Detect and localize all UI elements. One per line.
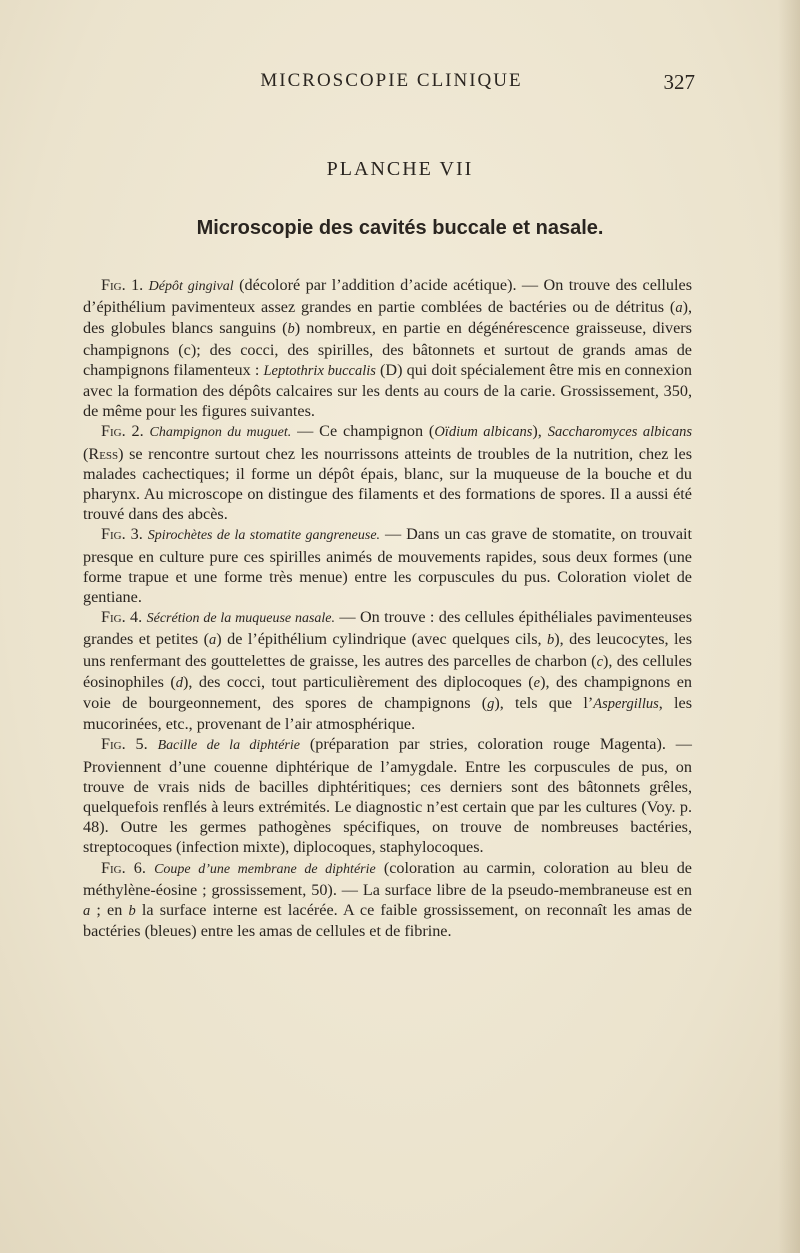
paragraph-text: — Dans un cas grave de stomatite, on trouvait presque en culture pure ces spirilles animés de mouvements rapides, sous deux formes (une forme trapue et une forme très menue) entre les corpuscules du pus. Coloration violet de gentiane.	[83, 525, 692, 607]
paragraph-text: ) de l’épithélium cylindrique (avec quelques cils,	[216, 630, 548, 649]
figure-label: Fig. 2.	[101, 422, 144, 441]
plate-heading: PLANCHE VII	[326, 158, 474, 180]
running-title: MICROSCOPIE CLINIQUE	[260, 70, 523, 91]
running-head	[88, 70, 695, 96]
paragraph-text: ), des cellules éosinophiles (	[83, 651, 692, 691]
italic-text: b	[547, 632, 555, 649]
italic-text: a	[83, 903, 91, 920]
figure-label: Fig. 4.	[101, 608, 143, 627]
paragraph-text: (D) qui doit spécialement être mis en connexion avec la formation des dépôts calcaires sur les dents au cours de la carie. Grossissement, 350, de même pour les figures suivantes.	[83, 360, 692, 421]
paragraph-text: ) se rencontre surtout chez les nourrissons atteints de troubles de la nutrition, chez les malades cachectiques; il forme un dépôt épais, blanc, sur la muqueuse de la bouche et du pharynx. Au microscope on distingue des filaments et des formations de spores. Il a aussi été trouvé dans des abcès.	[83, 444, 692, 524]
paragraph-text: ), tels que l’	[494, 694, 594, 713]
figure-5-paragraph	[83, 734, 692, 857]
italic-text: Aspergillus	[593, 696, 659, 713]
figure-title: Coupe d’une membrane de diphtérie	[154, 861, 376, 877]
italic-text: c	[596, 653, 604, 670]
figure-title: Bacille de la diphtérie	[157, 738, 300, 754]
italic-text: b	[287, 321, 295, 338]
paragraph-text: — Ce champignon (	[291, 422, 435, 441]
figure-1-paragraph	[83, 275, 692, 421]
italic-text: a	[675, 300, 683, 317]
figure-title: Spirochètes de la stomatite gangreneuse.	[147, 528, 381, 544]
italic-text: g	[487, 696, 495, 713]
italic-text: a	[209, 632, 217, 649]
paragraph-text: (	[83, 444, 89, 463]
small-caps-text: Ress	[88, 444, 119, 463]
figure-2-paragraph	[83, 421, 692, 524]
section-title: Microscopie des cavités buccale et nasale.	[196, 217, 604, 239]
italic-text: e	[533, 674, 541, 691]
paragraph-text: ; en	[90, 901, 129, 920]
paragraph-text: ), des champignons en voie de bourgeonnement, des spores de champignons (	[83, 672, 692, 713]
figure-label: Fig. 1.	[101, 276, 144, 294]
figure-title: Champignon du muguet.	[149, 425, 292, 441]
paragraph-text: , les mucorinées, etc., provenant de l’air atmosphérique.	[83, 694, 692, 734]
paragraph-text: (décoloré par l’addition d’acide acétique). — On trouve des cellules d’épithélium pavimenteux assez grandes en partie comblées de bactéries ou de détritus (	[83, 276, 692, 317]
figure-title: Dépôt gingival	[148, 279, 234, 294]
figure-4-paragraph	[83, 607, 692, 734]
figure-3-paragraph	[83, 524, 692, 607]
paragraph-text: ), des globules blancs sanguins (	[83, 298, 692, 338]
paragraph-text: (coloration au carmin, coloration au bleu de méthylène-éosine ; grossissement, 50). — La surface libre de la pseudo-membraneuse est en	[83, 858, 692, 899]
figure-label: Fig. 5.	[101, 735, 148, 754]
italic-text: b	[128, 903, 136, 920]
italic-text: d	[175, 674, 183, 691]
paragraph-text: la surface interne est lacérée. A ce faible grossissement, on reconnaît les amas de bactéries (bleues) entre les amas de cellules et de fibrine.	[83, 901, 692, 941]
figure-label: Fig. 3.	[101, 525, 143, 544]
page-number: 327	[663, 70, 695, 94]
paragraph-text: ),	[532, 422, 548, 441]
figure-descriptions	[83, 275, 692, 942]
paragraph-text: (préparation par stries, coloration rouge Magenta). — Proviennent d’une couenne diphtérique de l’amygdale. Entre les corpuscules de pus, on trouve de vrais nids de bacilles diphtéritiques; ces derniers sont des bâtonnets grêles, quelquefois renflés à leurs extrémités. Le diagnostic n’est certain que par les cultures (Voy. p. 48). Outre les germes pathogènes spécifiques, on trouve de nombreuses bactéries, streptocoques (infection mixte), diplocoques, staphylocoques.	[83, 735, 692, 857]
italic-text: Oïdium albicans	[434, 424, 533, 441]
paragraph-text: ), des leucocytes, les uns renfermant des gouttelettes de graisse, les autres des parcelles de charbon (	[83, 630, 693, 670]
paragraph-text: ) nombreux, en partie en dégénérescence graisseuse, divers champignons (c); des cocci, des spirilles, des bâtonnets et surtout de grands amas de champignons filamenteux :	[83, 319, 692, 379]
italic-text: Saccharomyces albicans	[547, 424, 692, 441]
italic-text: Leptothrix buccalis	[263, 362, 376, 379]
figure-title: Sécrétion de la muqueuse nasale.	[146, 611, 336, 627]
figure-label: Fig. 6.	[101, 858, 146, 877]
figure-6-paragraph	[83, 858, 692, 942]
paragraph-text: — On trouve : des cellules épithéliales pavimenteuses grandes et petites (	[83, 608, 693, 649]
paragraph-text: ), des cocci, tout particulièrement des diplocoques (	[183, 672, 534, 691]
